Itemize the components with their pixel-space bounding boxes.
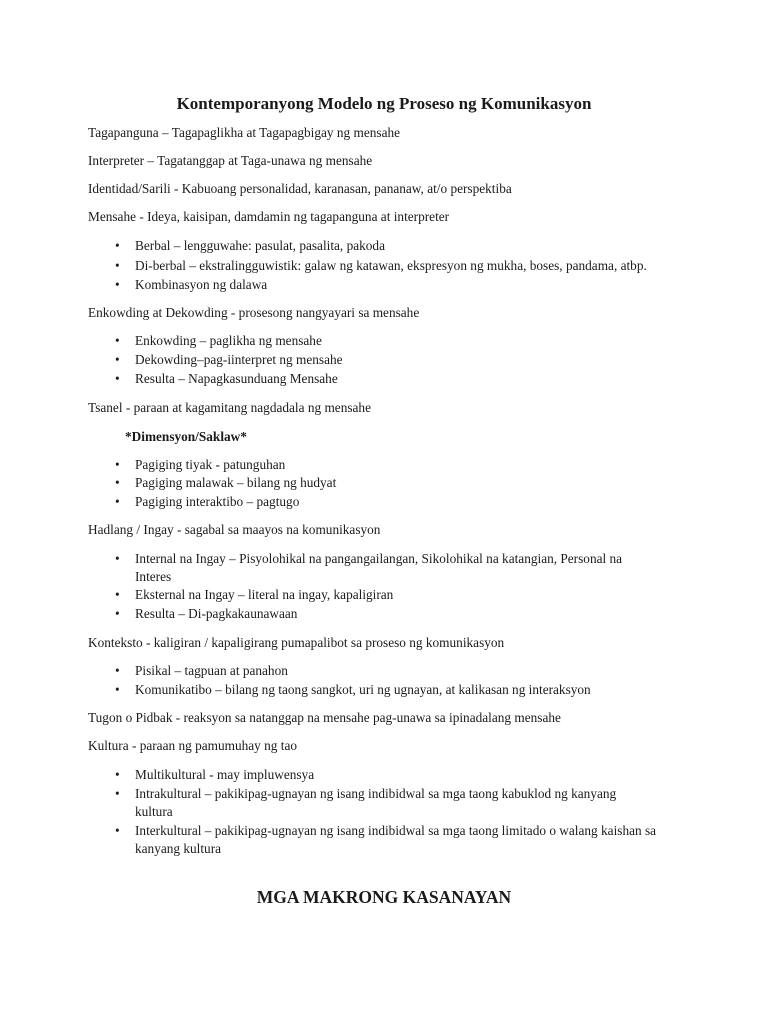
list-item-text: Eksternal na Ingay – literal na ingay, kapaligiran <box>135 587 394 602</box>
list-item-continuation: kanyang kultura <box>135 841 222 856</box>
list-item <box>0 682 768 698</box>
definition-kultura: Kultura - paraan ng pamumuhay ng tao <box>88 738 297 753</box>
list-item <box>0 258 768 274</box>
bullet-icon <box>115 352 120 368</box>
list-item-text: Resulta – Napagkasunduang Mensahe <box>135 371 338 386</box>
list-item-text: Intrakultural – pakikipag-ugnayan ng isang indibidwal sa mga taong kabuklod ng kanyang <box>135 786 617 801</box>
bullet-icon <box>115 606 120 622</box>
list-item <box>0 587 768 603</box>
bullet-icon <box>115 333 120 349</box>
bullet-icon <box>115 663 120 679</box>
definition-hadlang: Hadlang / Ingay - sagabal sa maayos na komunikasyon <box>88 522 381 537</box>
list-item <box>0 371 768 387</box>
definition-interpreter: Interpreter – Tagatanggap at Taga-unawa ng mensahe <box>88 153 373 168</box>
list-item-continuation: kultura <box>135 804 173 819</box>
list-item-text: Pisikal – tagpuan at panahon <box>135 663 288 678</box>
list-item <box>0 475 768 491</box>
list-item-text: Resulta – Di-pagkakaunawaan <box>135 606 298 621</box>
list-item-text: Dekowding–pag-iinterpret ng mensahe <box>135 352 343 367</box>
definition-tsanel: Tsanel - paraan at kagamitang nagdadala ng mensahe <box>88 400 371 415</box>
list-item <box>0 352 768 368</box>
subheading-dimensyon: *Dimensyon/Saklaw* <box>125 429 247 444</box>
list-item-text: Berbal – lengguwahe: pasulat, pasalita, pakoda <box>135 238 385 253</box>
bullet-icon <box>115 767 120 783</box>
definition-mensahe: Mensahe - Ideya, kaisipan, damdamin ng tagapanguna at interpreter <box>88 209 450 224</box>
list-item <box>0 663 768 679</box>
definition-tugon: Tugon o Pidbak - reaksyon sa natanggap na mensahe pag-unawa sa ipinadalang mensahe <box>88 710 561 725</box>
list-item <box>0 551 768 567</box>
list-item-text: Interkultural – pakikipag-ugnayan ng isang indibidwal sa mga taong limitado o walang kaishan sa <box>135 823 657 838</box>
list-item <box>0 277 768 293</box>
list-item <box>0 457 768 473</box>
list-item <box>0 238 768 254</box>
list-item-text: Komunikatibo – bilang ng taong sangkot, uri ng ugnayan, at kalikasan ng interaksyon <box>135 682 591 697</box>
bullet-icon <box>115 682 120 698</box>
list-item-text: Pagiging interaktibo – pagtugo <box>135 494 300 509</box>
bullet-icon <box>115 823 120 839</box>
section-heading-makrong-kasanayan: MGA MAKRONG KASANAYAN <box>256 887 512 907</box>
bullet-icon <box>115 551 120 567</box>
list-item <box>0 786 768 802</box>
list-item-text: Enkowding – paglikha ng mensahe <box>135 333 322 348</box>
bullet-icon <box>115 238 120 254</box>
list-item-text: Pagiging malawak – bilang ng hudyat <box>135 475 337 490</box>
definition-konteksto: Konteksto - kaligiran / kapaligirang pumapalibot sa proseso ng komunikasyon <box>88 635 505 650</box>
list-item-text: Internal na Ingay – Pisyolohikal na pangangailangan, Sikolohikal na katangian, Personal na <box>135 551 623 566</box>
definition-enkowding-dekowding: Enkowding at Dekowding - prosesong nangyayari sa mensahe <box>88 305 420 320</box>
list-item <box>0 494 768 510</box>
document-title: Kontemporanyong Modelo ng Proseso ng Komunikasyon <box>176 94 592 113</box>
list-item-text: Pagiging tiyak - patunguhan <box>135 457 286 472</box>
definition-tagapanguna: Tagapanguna – Tagapaglikha at Tagapagbigay ng mensahe <box>88 125 401 140</box>
list-item <box>0 333 768 349</box>
bullet-icon <box>115 277 120 293</box>
bullet-icon <box>115 587 120 603</box>
bullet-icon <box>115 494 120 510</box>
bullet-icon <box>115 371 120 387</box>
list-item <box>0 606 768 622</box>
bullet-icon <box>115 786 120 802</box>
list-item <box>0 823 768 839</box>
bullet-icon <box>115 457 120 473</box>
bullet-icon <box>115 475 120 491</box>
list-item-text: Di-berbal – ekstralingguwistik: galaw ng katawan, ekspresyon ng mukha, boses, pandama, atbp. <box>135 258 647 273</box>
bullet-icon <box>115 258 120 274</box>
list-item-text: Kombinasyon ng dalawa <box>135 277 268 292</box>
list-item-continuation: Interes <box>135 569 172 584</box>
list-item <box>0 767 768 783</box>
definition-identidad: Identidad/Sarili - Kabuoang personalidad, karanasan, pananaw, at/o perspektiba <box>88 181 512 196</box>
list-item-text: Multikultural - may impluwensya <box>135 767 315 782</box>
